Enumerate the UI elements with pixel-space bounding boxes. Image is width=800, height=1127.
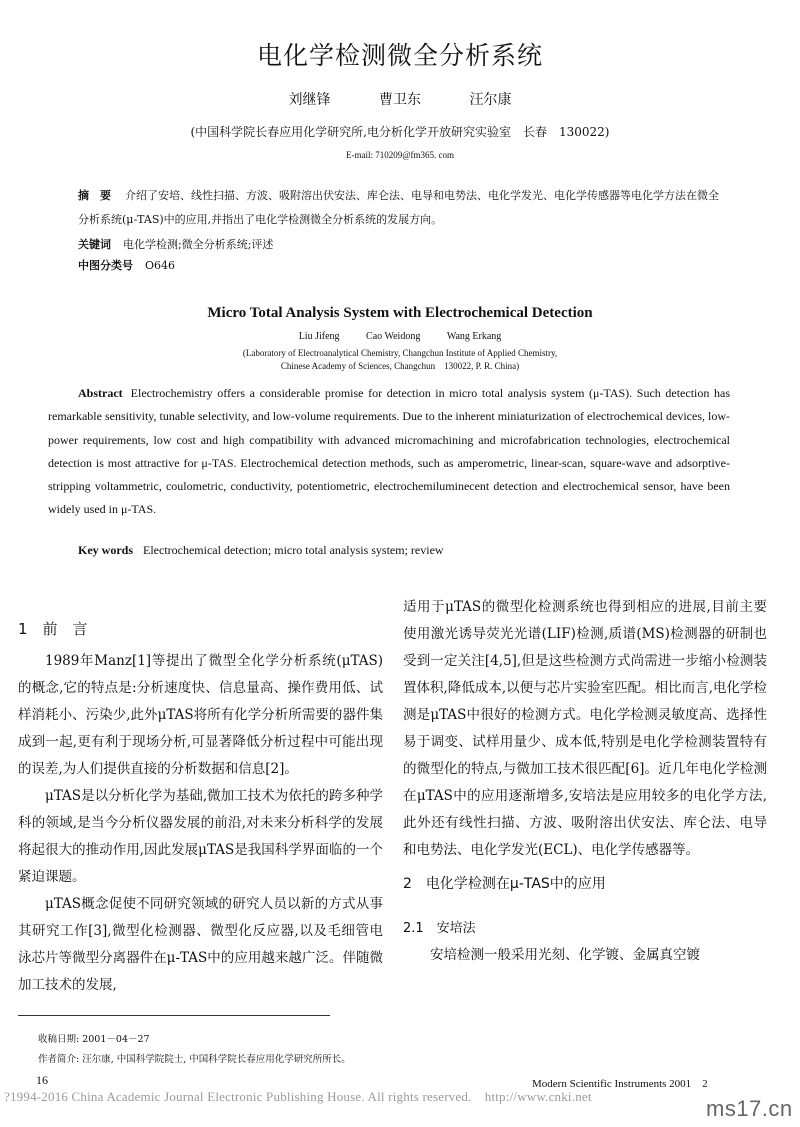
paragraph: 1989年Manz[1]等提出了微型全化学分析系统(μTAS)的概念,它的特点是:分析速度快、信息量高、操作费用低、试样消耗小、污染少,此外μTAS将所有化学分析所需要的器件集成到一起,更有利于现场分析,可显著降低分析过程中可能出现的误差,为人们提供直接的分析数据和信息[2]。 (18, 653, 383, 777)
author-en-3: Wang Erkang (446, 331, 502, 342)
authors-cn (0, 89, 800, 109)
author-cn-2: 曹卫东 (379, 92, 421, 108)
classification-label: 中图分类号 (78, 259, 133, 272)
affiliation-cn: (中国科学院长春应用化学研究所,电分析化学开放研究实验室 长春 130022) (190, 125, 610, 139)
paragraph: 安培检测一般采用光刻、化学镀、金属真空镀 (430, 947, 700, 963)
paper-title-en: Micro Total Analysis System with Electrochemical Detection (207, 305, 593, 321)
keywords-cn-text: 电化学检测;微全分析系统;评述 (123, 238, 274, 251)
site-watermark: ms17.cn (706, 1096, 793, 1121)
author-cn-3: 汪尔康 (469, 92, 512, 108)
right-column-continued (403, 942, 767, 969)
keywords-en (78, 543, 444, 558)
author-en-1: Liu Jifeng (298, 331, 340, 342)
abstract-en-label: Abstract (78, 386, 123, 400)
footnote-divider (18, 1015, 330, 1016)
keywords-en-label: Key words (78, 543, 133, 557)
affiliation-en-line-2: Chinese Academy of Sciences, Changchun 130022, P. R. China) (280, 361, 520, 371)
abstract-cn-text: 介绍了安培、线性扫描、方波、吸附溶出伏安法、库仑法、电导和电势法、电化学发光、电化学传感器等电化学方法在微全分析系统(μ-TAS)中的应用,并指出了电化学检测微全分析系统的发展方向。 (78, 189, 719, 226)
keywords-cn (78, 236, 273, 252)
classification-code: O646 (145, 259, 176, 272)
section-1-heading: 1 前 言 (18, 620, 88, 638)
footnote-received: 收稿日期: 2001－04－27 (38, 1034, 150, 1045)
author-cn-1: 刘继锋 (288, 92, 331, 108)
keywords-en-text: Electrochemical detection; micro total analysis system; review (143, 543, 444, 557)
paragraph: μTAS概念促使不同研究领域的研究人员以新的方式从事其研究工作[3],微型化检测器、微型化反应器,以及毛细管电泳芯片等微型分离器件在μ-TAS中的应用越来越广泛。伴随微加工技术的发展, (18, 896, 383, 993)
section-2-heading: 2 电化学检测在μ-TAS中的应用 (403, 876, 606, 892)
copyright-watermark: ?1994-2016 China Academic Journal Electronic Publishing House. All rights reserved. http://www.cnki.net (4, 1089, 592, 1104)
author-en-2: Cao Weidong (366, 331, 421, 342)
authors-en (0, 331, 800, 342)
left-column (18, 648, 383, 999)
abstract-en (48, 382, 730, 522)
right-column (403, 594, 767, 864)
classification-cn (78, 257, 175, 273)
page-number: 16 (36, 1073, 48, 1087)
keywords-cn-label: 关键词 (78, 238, 111, 251)
abstract-cn (78, 184, 728, 232)
footnote-author: 作者简介: 汪尔康, 中国科学院院士, 中国科学院长春应用化学研究所所长。 (38, 1054, 351, 1065)
paragraph: 适用于μTAS的微型化检测系统也得到相应的进展,目前主要使用激光诱导荧光光谱(LIF)检测,质谱(MS)检测器的研制也受到一定关注[4,5],但是这些检测方式尚需进一步缩小检测装置体积,降低成本,以便与芯片实验室匹配。相比而言,电化学检测是μTAS中很好的检测方式。电化学检测灵敏度高、选择性易于调变、试样用量少、成本低,特别是电化学检测装置特有的微型化的特点,与微加工技术很匹配[6]。近几年电化学检测在μTAS中的应用逐渐增多,安培法是应用较多的电化学方法,此外还有线性扫描、方波、吸附溶出伏安法、库仑法、电导和电势法、电化学发光(ECL)、电化学传感器等。 (403, 599, 767, 858)
paper-title-cn: 电化学检测微全分析系统 (256, 41, 543, 70)
author-email: E-mail: 710209@fm365. com (345, 150, 455, 160)
abstract-cn-label: 摘 要 (78, 189, 111, 202)
paragraph: μTAS是以分析化学为基础,微加工技术为依托的跨多种学科的领域,是当今分析仪器发展的前沿,对未来分析科学的发展将起很大的推动作用,因此发展μTAS是我国科学界面临的一个紧迫课题。 (18, 788, 383, 885)
abstract-en-text: Electrochemistry offers a considerable promise for detection in micro total analysis system (μ-TAS). Such detection has remarkable sensitivity, tunable selectivity, and low-volume requirements. Due to the inherent miniaturization of electrochemical devices, low-power requirements, low cost and high compatibility with advanced micromachining and microfabrication technologies, electrochemical detection is most attractive for μ-TAS. Electrochemical detection methods, such as amperometric, linear-scan, square-wave and adsorptive-stripping voltammetric, coulometric, conductivity, potentiometric, electrochemiluminecent detection and electrochemical sensor, have been widely used in μ-TAS. (48, 386, 730, 517)
affiliation-en-line-1: (Laboratory of Electroanalytical Chemistry, Changchun Institute of Applied Chemistry, (242, 348, 558, 358)
running-footer: Modern Scientific Instruments 2001 2 (532, 1078, 708, 1090)
section-2-1-heading: 2.1 安培法 (403, 921, 476, 936)
affiliation-en (0, 347, 800, 373)
